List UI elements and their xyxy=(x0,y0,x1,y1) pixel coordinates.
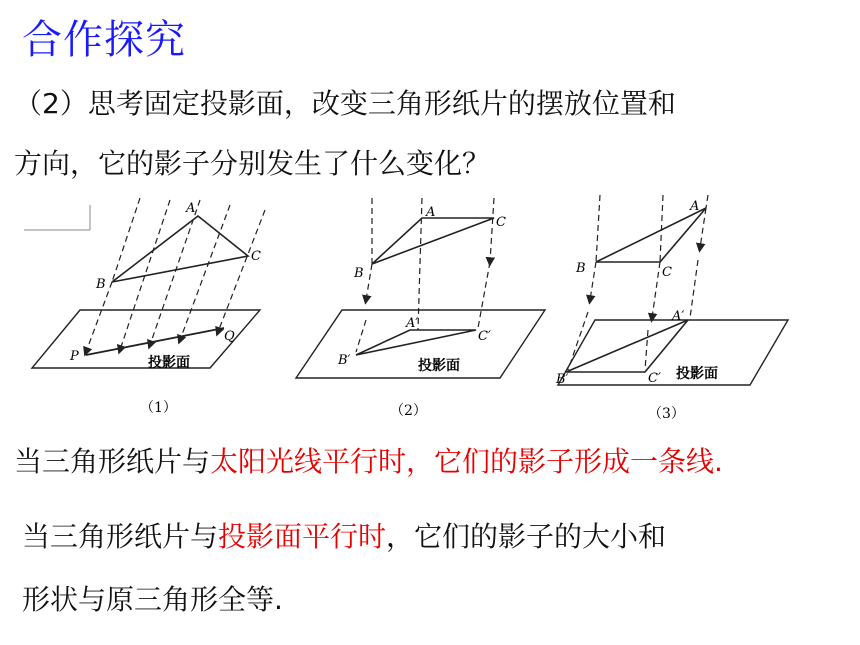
statement-2-highlight: 投影面平行时 xyxy=(218,520,387,553)
question-line-2: 方向，它的影子分别发生了什么变化？ xyxy=(14,147,491,180)
fig1-label-A: A xyxy=(186,201,196,216)
fig3-plane-label: 投影面 xyxy=(676,366,718,382)
statement-2-suffix: ，它们的影子的大小和 xyxy=(386,520,667,553)
fig2-label-C: C xyxy=(496,215,506,230)
statement-1-highlight: 太阳光线平行时，它们的影子形成一条线 xyxy=(210,445,715,478)
question-line-1: （2）思考固定投影面，改变三角形纸片的摆放位置和 xyxy=(14,87,676,120)
fig3-label-C-prime: C′ xyxy=(648,371,661,386)
statement-1 xyxy=(14,440,723,480)
fig3-label-C: C xyxy=(662,265,672,280)
fig3-label-B-prime: B′ xyxy=(556,372,569,387)
fig2-shadow-triangle xyxy=(356,330,476,355)
statement-2-prefix: 当三角形纸片与 xyxy=(22,520,219,553)
fig2-label-C-prime: C′ xyxy=(478,329,491,344)
fig2-label-A: A xyxy=(426,205,436,220)
fig2-plane-label: 投影面 xyxy=(418,358,460,374)
fig2-label-B-prime: B′ xyxy=(338,353,351,368)
fig2-label-B: B xyxy=(354,266,364,281)
fig1-plane-label: 投影面 xyxy=(148,355,190,371)
fig2-triangle xyxy=(372,218,494,264)
fig1-triangle xyxy=(112,216,248,282)
fig1-label-P: P xyxy=(70,349,79,364)
statement-2-line-1 xyxy=(22,515,666,555)
corner-mark xyxy=(24,205,90,230)
fig3-triangle xyxy=(596,208,706,262)
fig3-shadow-triangle xyxy=(566,320,688,372)
fig1-label-Q: Q xyxy=(224,329,235,344)
figure-3 xyxy=(555,195,788,422)
figure-1 xyxy=(32,198,265,416)
figure-2 xyxy=(296,198,545,419)
fig3-label-B: B xyxy=(576,261,586,276)
fig3-label-A: A xyxy=(690,199,700,214)
fig2-caption: （2） xyxy=(390,403,427,419)
fig1-label-C: C xyxy=(251,249,261,264)
fig1-label-B: B xyxy=(96,277,106,292)
fig3-caption: （3） xyxy=(648,406,685,422)
fig1-caption: （1） xyxy=(140,400,177,416)
fig3-plane xyxy=(558,320,788,385)
page-title: 合作探究 xyxy=(22,17,186,63)
statement-2-line-2: 形状与原三角形全等. xyxy=(22,583,283,616)
fig2-label-A-prime: A′ xyxy=(406,316,419,331)
fig1-shadow-line xyxy=(86,328,224,355)
statement-1-suffix: . xyxy=(714,445,723,478)
statement-1-prefix: 当三角形纸片与 xyxy=(14,445,211,478)
fig3-label-A-prime: A′ xyxy=(672,309,685,324)
